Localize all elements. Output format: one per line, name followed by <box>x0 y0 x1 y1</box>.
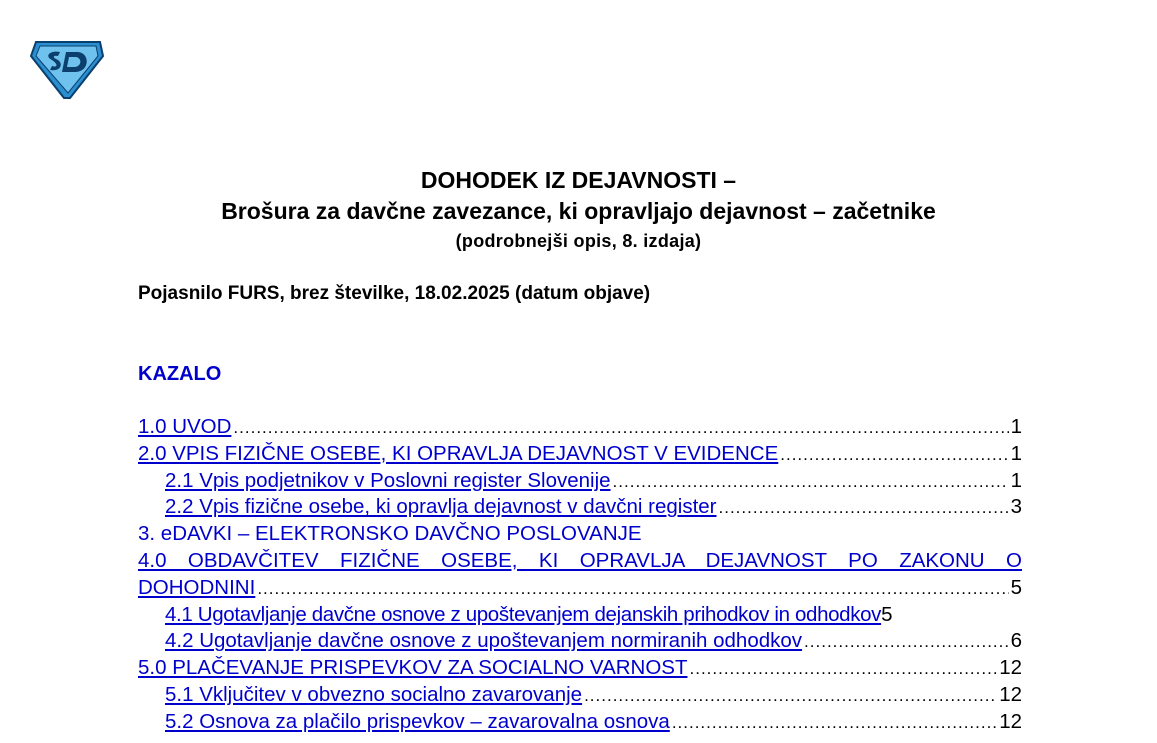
sd-logo-icon <box>30 38 104 100</box>
toc-leader <box>780 442 1008 468</box>
toc-leader <box>690 656 998 682</box>
toc-link[interactable]: 5.2 Osnova za plačilo prispevkov – zavarovalna osnova <box>165 709 670 733</box>
toc-link[interactable]: 4.2 Ugotavljanje davčne osnove z upoštevanjem normiranih odhodkov <box>165 629 803 653</box>
document-title: DOHODEK IZ DEJAVNOSTI – <box>420 167 737 193</box>
toc-link[interactable]: 2.0 VPIS FIZIČNE OSEBE, KI OPRAVLJA DEJAVNOST V EVIDENCE <box>138 441 779 465</box>
toc-entry[interactable] <box>138 548 1022 575</box>
toc-page-number: 12 <box>999 682 1022 706</box>
toc-page-number: 6 <box>1010 629 1022 653</box>
toc-leader <box>584 683 997 709</box>
toc-link[interactable]: 3. eDAVKI – ELEKTRONSKO DAVČNO POSLOVANJE <box>138 522 642 546</box>
source-line: Pojasnilo FURS, brez številke, 18.02.2025 (datum objave) <box>138 283 651 304</box>
toc-leader <box>613 469 1009 495</box>
toc-link[interactable]: 2.2 Vpis fizične osebe, ki opravlja dejavnost v davčni register <box>165 495 717 519</box>
toc-heading: KAZALO <box>138 363 222 385</box>
toc-leader <box>257 576 1008 602</box>
toc-entry[interactable] <box>138 602 1022 629</box>
toc-entry[interactable] <box>138 709 1022 736</box>
toc-link[interactable]: DOHODNINI <box>138 575 256 599</box>
toc-leader <box>719 495 1009 521</box>
toc-entry[interactable] <box>138 441 1022 468</box>
toc-link[interactable]: 4.1 Ugotavljanje davčne osnove z upoštevanjem dejanskih prihodkov in odhodkov <box>165 602 882 626</box>
document-subtitle: Brošura za davčne zavezance, ki opravljajo dejavnost – začetnike <box>221 198 936 224</box>
toc-page-number: 12 <box>999 709 1022 733</box>
toc-leader <box>672 710 997 736</box>
toc-link[interactable]: 5.0 PLAČEVANJE PRISPEVKOV ZA SOCIALNO VARNOST <box>138 656 688 680</box>
toc-entry[interactable] <box>138 521 1022 548</box>
toc-page-number: 1 <box>1010 415 1022 438</box>
toc-page-number: 3 <box>1010 495 1022 519</box>
toc-entry[interactable] <box>138 494 1022 521</box>
table-of-contents <box>138 414 1022 736</box>
toc-page-number: 1 <box>1010 468 1022 492</box>
toc-page-number: 1 <box>1010 441 1022 465</box>
toc-page-number: 5 <box>1010 575 1022 599</box>
toc-entry[interactable] <box>138 655 1022 682</box>
toc-entry[interactable] <box>138 468 1022 495</box>
toc-link[interactable]: 2.1 Vpis podjetnikov v Poslovni register Slovenije <box>165 468 611 492</box>
toc-leader <box>804 629 1009 655</box>
toc-leader <box>233 415 1008 441</box>
toc-page-number: 5 <box>881 602 893 626</box>
toc-entry[interactable] <box>138 414 1022 441</box>
toc-entry[interactable] <box>138 628 1022 655</box>
toc-page-number: 12 <box>999 656 1022 680</box>
toc-entry[interactable] <box>138 682 1022 709</box>
toc-link[interactable]: 4.0 OBDAVČITEV FIZIČNE OSEBE, KI OPRAVLJA DEJAVNOST PO ZAKONU O <box>138 548 1022 572</box>
toc-entry[interactable] <box>138 575 1022 602</box>
toc-link[interactable]: 5.1 Vključitev v obvezno socialno zavarovanje <box>165 682 583 706</box>
toc-link[interactable]: 1.0 UVOD <box>138 415 232 438</box>
edition-note: (podrobnejši opis, 8. izdaja) <box>455 231 702 251</box>
